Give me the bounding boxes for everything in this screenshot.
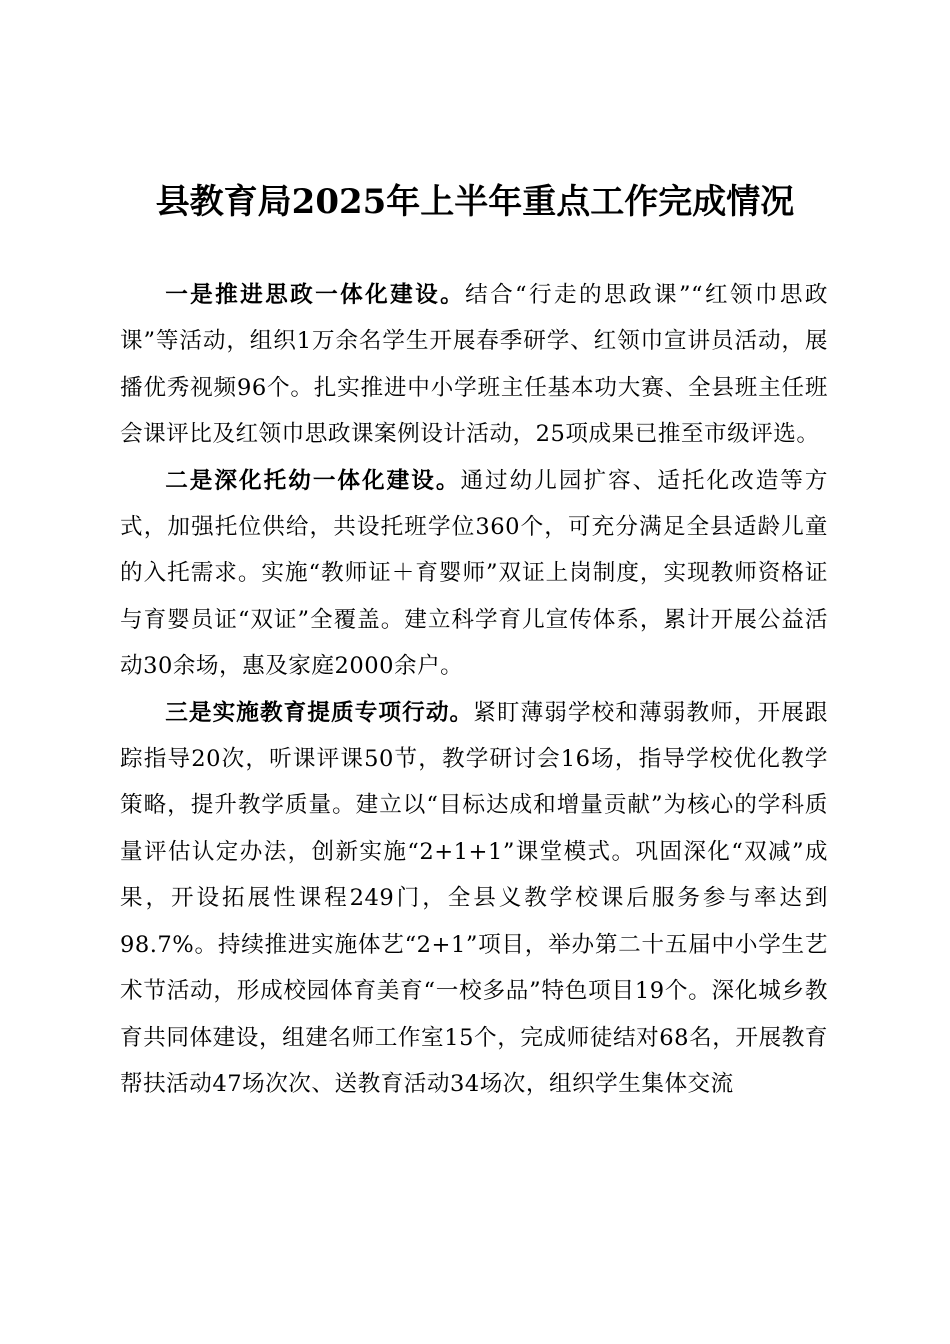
document-title: 县教育局2025年上半年重点工作完成情况: [155, 182, 795, 222]
paragraph-lead: 一是推进思政一体化建设。: [165, 282, 466, 308]
document-body: [120, 272, 828, 1107]
paragraph-lead: 二是深化托幼一体化建设。: [165, 467, 461, 494]
paragraph-text: 结合“行走的思政课”“红领巾思政课”等活动，组织1万余名学生开展春季研学、红领巾宣讲员活动，展播优秀视频96个。扎实推进中小学班主任基本功大赛、全县班主任班会课评比及红领巾思政课案例设计活动，25项成果已推至市级评选。: [120, 282, 829, 448]
paragraph-2: [120, 458, 828, 690]
paragraph-3: [120, 690, 828, 1108]
paragraph-text: 通过幼儿园扩容、适托化改造等方式，加强托位供给，共设托班学位360个，可充分满足全县适龄儿童的入托需求。实施“教师证＋育婴师”双证上岗制度，实现教师资格证与育婴员证“双证”全覆盖。建立科学育儿宣传体系，累计开展公益活动30余场，惠及家庭2000余户。: [120, 467, 829, 680]
paragraph-1: [120, 272, 828, 458]
paragraph-text: 紧盯薄弱学校和薄弱教师，开展跟踪指导20次，听课评课50节，教学研讨会16场，指导学校优化教学策略，提升教学质量。建立以“目标达成和增量贡献”为核心的学科质量评估认定办法，创新实施“2+1+1”课堂模式。巩固深化“双减”成果，开设拓展性课程249门，全县义教学校课后服务参与率达到98.7%。持续推进实施体艺“2+1”项目，举办第二十五届中小学生艺术节活动，形成校园体育美育“一校多品”特色项目19个。深化城乡教育共同体建设，组建名师工作室15个，完成师徒结对68名，开展教育帮扶活动47场次次、送教育活动34场次，组织学生集体交流: [120, 699, 829, 1097]
paragraph-lead: 三是实施教育提质专项行动。: [165, 699, 474, 726]
